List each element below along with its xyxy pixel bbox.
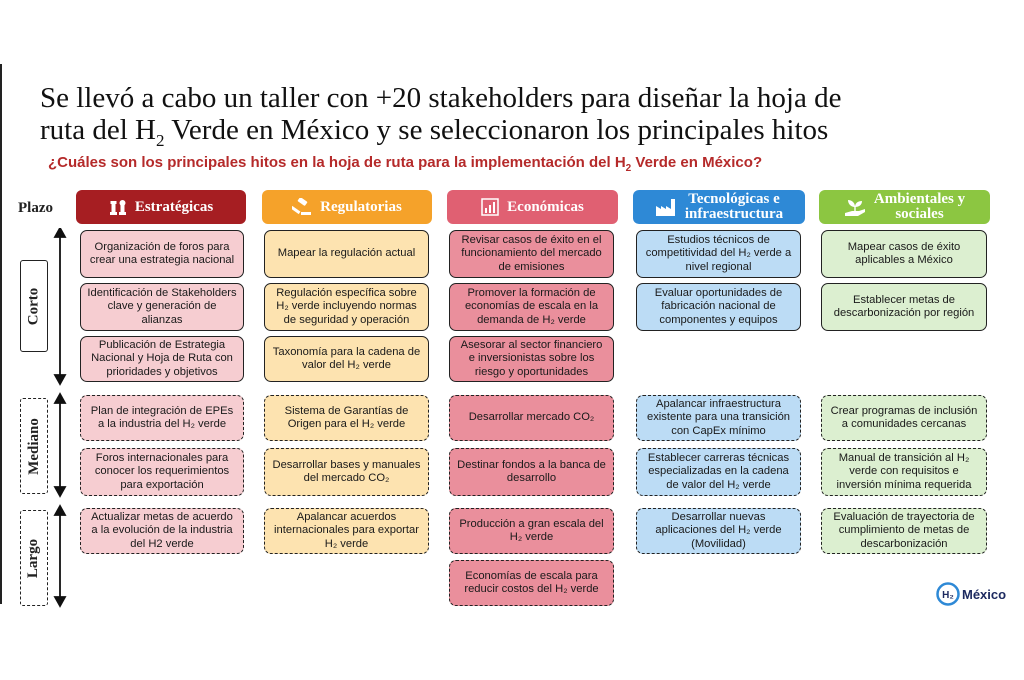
header-regulatorias: [262, 190, 432, 224]
milestone-card: Desarrollar bases y manuales del mercado CO₂: [264, 448, 429, 496]
period-largo: [20, 510, 48, 606]
milestone-card: Evaluación de trayectoria de cumplimiento de metas de descarbonización: [821, 508, 987, 554]
subtitle-a: ¿Cuáles son los principales hitos en la hoja de ruta para la implementación del H: [48, 154, 626, 171]
period-largo-label: Largo: [25, 538, 42, 578]
milestone-card: Plan de integración de EPEs a la industria del H₂ verde: [80, 395, 244, 441]
milestone-card: Crear programas de inclusión a comunidades cercanas: [821, 395, 987, 441]
header-tecnologicas: [633, 190, 805, 224]
milestone-card: Foros internacionales para conocer los requerimientos para exportación: [80, 448, 244, 496]
title-line-2-a: ruta del H: [40, 114, 156, 146]
header-estrategicas-label: Estratégicas: [134, 198, 214, 215]
milestone-card: Evaluar oportunidades de fabricación nacional de componentes y equipos: [636, 283, 801, 331]
milestone-card: Estudios técnicos de competitividad del H₂ verde a nivel regional: [636, 230, 801, 278]
milestone-card: Organización de foros para crear una estrategia nacional: [80, 230, 244, 278]
page-subtitle: [48, 154, 948, 174]
period-corto: [20, 260, 48, 352]
milestone-card: Mapear la regulación actual: [264, 230, 429, 278]
header-ambientales-line1: Ambientales y: [873, 191, 966, 207]
page-title: [40, 82, 1000, 157]
subtitle-b: Verde en México?: [631, 154, 763, 171]
logo-text: México: [962, 586, 1007, 602]
milestone-card: Establecer metas de descarbonización por región: [821, 283, 987, 331]
milestone-card: Apalancar acuerdos internacionales para exportar H₂ verde: [264, 508, 429, 554]
subtitle-subscript: 2: [625, 163, 632, 174]
chess-icon: [109, 199, 127, 215]
bar-chart-icon: [481, 198, 499, 216]
milestone-card: Desarrollar mercado CO₂: [449, 395, 614, 441]
milestone-card: Manual de transición al H₂ verde con requisitos e inversión mínima requerida: [821, 448, 987, 496]
title-line-1: Se llevó a cabo un taller con +20 stakeholders para diseñar la hoja de: [40, 82, 842, 114]
header-ambientales-line2: sociales: [895, 206, 944, 222]
milestone-card: Establecer carreras técnicas especializadas en la cadena de valor del H₂ verde: [636, 448, 801, 496]
period-mediano: [20, 398, 48, 494]
header-tecnologicas-line2: infraestructura: [684, 206, 784, 222]
period-corto-label: Corto: [25, 287, 42, 325]
milestone-card: Asesorar al sector financiero e inversionistas sobre los riesgo y oportunidades: [449, 336, 614, 382]
milestone-card: Destinar fondos a la banca de desarrollo: [449, 448, 614, 496]
milestone-card: Sistema de Garantías de Origen para el H₂ verde: [264, 395, 429, 441]
header-ambientales-label: [874, 192, 965, 222]
h2-logo-mark-icon: [936, 582, 960, 606]
factory-icon: [655, 197, 677, 217]
gavel-icon: [292, 198, 312, 216]
header-economicas: [447, 190, 618, 224]
logo-mark-text: H₂: [942, 590, 954, 601]
milestone-card: Economías de escala para reducir costos del H₂ verde: [449, 560, 614, 606]
timeline-arrows: [52, 228, 68, 610]
milestone-card: Mapear casos de éxito aplicables a México: [821, 230, 987, 278]
header-economicas-label: Económicas: [507, 198, 584, 215]
period-mediano-label: Mediano: [25, 417, 42, 475]
milestone-card: Actualizar metas de acuerdo a la evolución de la industria del H2 verde: [80, 508, 244, 554]
milestone-card: Desarrollar nuevas aplicaciones del H₂ verde (Movilidad): [636, 508, 801, 554]
milestone-card: Regulación específica sobre H₂ verde incluyendo normas de seguridad y operación: [264, 283, 429, 331]
milestone-card: Apalancar infraestructura existente para una transición con CapEx mínimo: [636, 395, 801, 441]
milestone-card: Taxonomía para la cadena de valor del H₂ verde: [264, 336, 429, 382]
header-regulatorias-label: Regulatorias: [320, 198, 402, 215]
plazo-label: Plazo: [18, 200, 53, 216]
milestone-card: Revisar casos de éxito en el funcionamiento del mercado de emisiones: [449, 230, 614, 278]
header-tecnologicas-line1: Tecnológicas e: [688, 191, 780, 207]
hand-plant-icon: [844, 197, 866, 217]
title-line-2: [40, 114, 1000, 157]
header-tecnologicas-label: [685, 192, 783, 222]
header-estrategicas: [76, 190, 246, 224]
milestone-card: Producción a gran escala del H₂ verde: [449, 508, 614, 554]
milestone-card: Promover la formación de economías de escala en la demanda de H₂ verde: [449, 283, 614, 331]
title-subscript: 2: [155, 130, 165, 150]
milestone-card: Identificación de Stakeholders clave y generación de alianzas: [80, 283, 244, 331]
milestone-card: Publicación de Estrategia Nacional y Hoja de Ruta con prioridades y objetivos: [80, 336, 244, 382]
left-border-rule: [0, 64, 2, 604]
title-line-2-b: Verde en México y se seleccionaron los principales hitos: [164, 114, 829, 146]
header-ambientales: [819, 190, 990, 224]
h2-mexico-logo: [936, 582, 1006, 606]
